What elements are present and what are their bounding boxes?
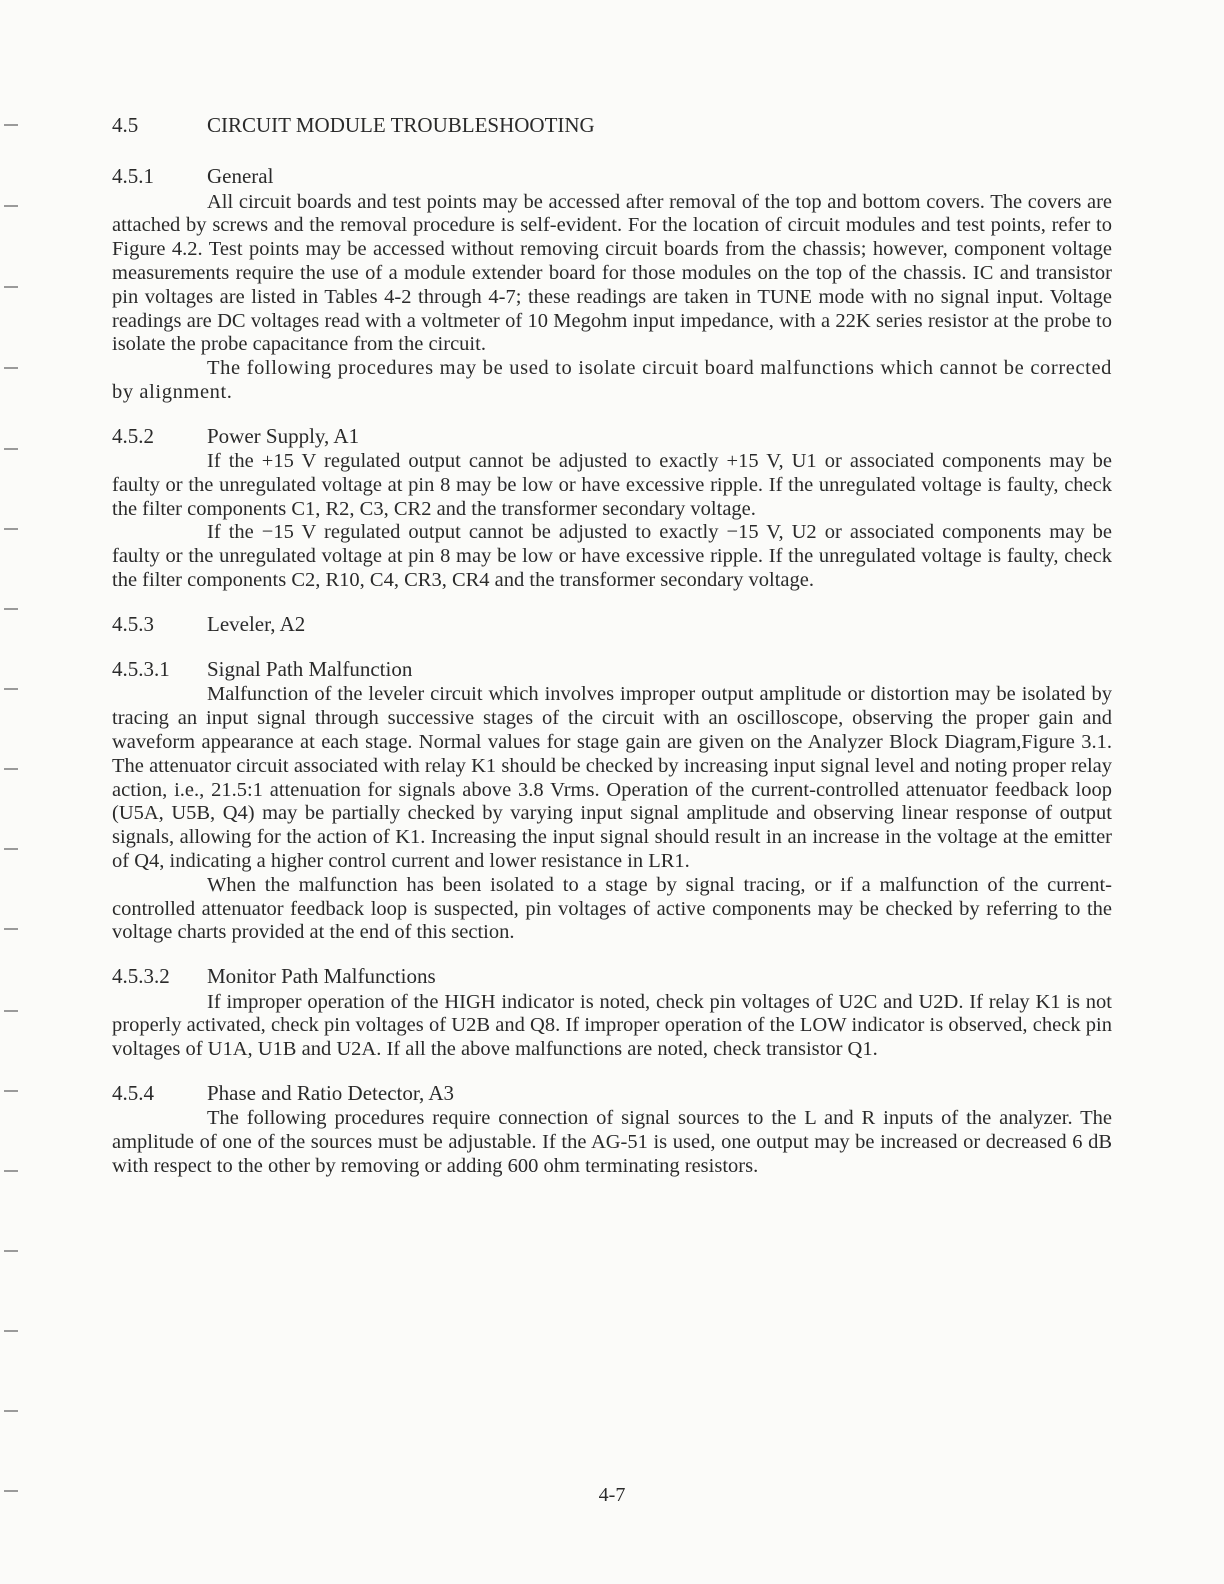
- margin-mark: [4, 848, 18, 850]
- signal-path-paragraph-2: When the malfunction has been isolated to a stage by signal tracing, or if a malfunction of the current-controlled attenuator feedback loop is suspected, pin voltages of active components may be checked by referring to the voltage charts provided at the end of this section.: [112, 873, 1112, 944]
- margin-mark: [4, 367, 18, 369]
- margin-mark: [4, 1410, 18, 1412]
- power-supply-paragraph-2: If the −15 V regulated output cannot be adjusted to exactly −15 V, U2 or associated components may be faulty or the unregulated voltage at pin 8 may be low or have excessive ripple. If the unregulated voltage is faulty, check the filter components C2, R10, C4, CR3, CR4 and the transformer secondary voltage.: [112, 521, 1112, 592]
- monitor-path-number: 4.5.3.2: [112, 964, 170, 989]
- leveler-title: Leveler, A2: [207, 611, 306, 636]
- signal-path-heading: [112, 656, 1112, 683]
- margin-mark: [4, 448, 18, 450]
- section-number: 4.5: [112, 113, 139, 137]
- section-title: CIRCUIT MODULE TROUBLESHOOTING: [207, 113, 595, 137]
- margin-mark: [4, 528, 18, 530]
- leveler-number: 4.5.3: [112, 611, 154, 636]
- power-supply-title: Power Supply, A1: [207, 423, 360, 448]
- signal-path-paragraph-1: Malfunction of the leveler circuit which involves improper output amplitude or distortion may be isolated by tracing an input signal through successive stages of the circuit with an oscilloscope, observing the proper gain and waveform appearance at each stage. Normal values for stage gain are given on the Analyzer Block Diagram,Figure 3.1. The attenuator circuit associated with relay K1 should be checked by increasing input signal level and noting proper relay action, i.e., 21.5:1 attenuation for signals above 3.8 Vrms. Operation of the current-controlled attenuator feedback loop (U5A, U5B, Q4) may be partially checked by varying input signal amplitude and observing linear response of output signals, allowing for the action of K1. Increasing the input signal should result in an increase in the voltage at the emitter of Q4, indicating a higher control current and lower resistance in LR1.: [112, 683, 1112, 873]
- margin-mark: [4, 1250, 18, 1252]
- general-title: General: [207, 164, 274, 189]
- margin-mark: [4, 205, 18, 207]
- margin-mark: [4, 1090, 18, 1092]
- general-number: 4.5.1: [112, 164, 154, 189]
- phase-ratio-heading: [112, 1080, 1112, 1107]
- monitor-path-title: Monitor Path Malfunctions: [207, 964, 436, 989]
- power-supply-paragraph-1: If the +15 V regulated output cannot be adjusted to exactly +15 V, U1 or associated components may be faulty or the unregulated voltage at pin 8 may be low or have excessive ripple. If the unregulated voltage is faulty, check the filter components C1, R2, C3, CR2 and the transformer secondary voltage.: [112, 450, 1112, 520]
- margin-mark: [4, 608, 18, 610]
- margin-mark: [4, 1330, 18, 1332]
- margin-mark: [4, 124, 18, 126]
- margin-mark: [4, 768, 18, 770]
- margin-mark: [4, 688, 18, 690]
- margin-mark: [4, 928, 18, 930]
- signal-path-title: Signal Path Malfunction: [207, 657, 413, 682]
- phase-ratio-title: Phase and Ratio Detector, A3: [207, 1080, 455, 1105]
- margin-mark: [4, 286, 18, 288]
- document-page: [112, 112, 1112, 1179]
- general-paragraph-2: The following procedures may be used to isolate circuit board malfunctions which cannot be corrected by alignment.: [112, 357, 1112, 403]
- monitor-path-paragraph-1: If improper operation of the HIGH indicator is noted, check pin voltages of U2C and U2D. If relay K1 is not properly activated, check pin voltages of U2B and Q8. If improper operation of the LOW indicator is observed, check pin voltages of U1A, U1B and U2A. If all the above malfunctions are noted, check transistor Q1.: [112, 990, 1112, 1061]
- phase-ratio-number: 4.5.4: [112, 1080, 154, 1105]
- margin-mark: [4, 1170, 18, 1172]
- phase-ratio-paragraph-1: The following procedures require connection of signal sources to the L and R inputs of the analyzer. The amplitude of one of the sources must be adjustable. If the AG-51 is used, one output may be increased or decreased 6 dB with respect to the other by removing or adding 600 ohm terminating resistors.: [112, 1107, 1112, 1177]
- monitor-path-heading: [112, 963, 1112, 990]
- general-paragraph-1: All circuit boards and test points may be accessed after removal of the top and bottom covers. The covers are attached by screws and the removal procedure is self-evident. For the location of circuit modules and test points, refer to Figure 4.2. Test points may be accessed without removing circuit boards from the chassis; however, component voltage measurements require the use of a module extender board for those modules on the top of the chassis. IC and transistor pin voltages are listed in Tables 4-2 through 4-7; these readings are taken in TUNE mode with no signal input. Voltage readings are DC voltages read with a voltmeter of 10 Megohm input impedance, with a 22K series resistor at the probe to isolate the probe capacitance from the circuit.: [112, 190, 1112, 356]
- page-number: 4-7: [598, 1484, 626, 1506]
- leveler-heading: [112, 611, 1112, 638]
- signal-path-number: 4.5.3.1: [112, 657, 170, 682]
- power-supply-heading: [112, 423, 1112, 450]
- general-heading: [112, 163, 1112, 190]
- margin-mark: [4, 1010, 18, 1012]
- section-heading: [112, 112, 1112, 139]
- power-supply-number: 4.5.2: [112, 423, 154, 448]
- margin-marks: [0, 0, 30, 1584]
